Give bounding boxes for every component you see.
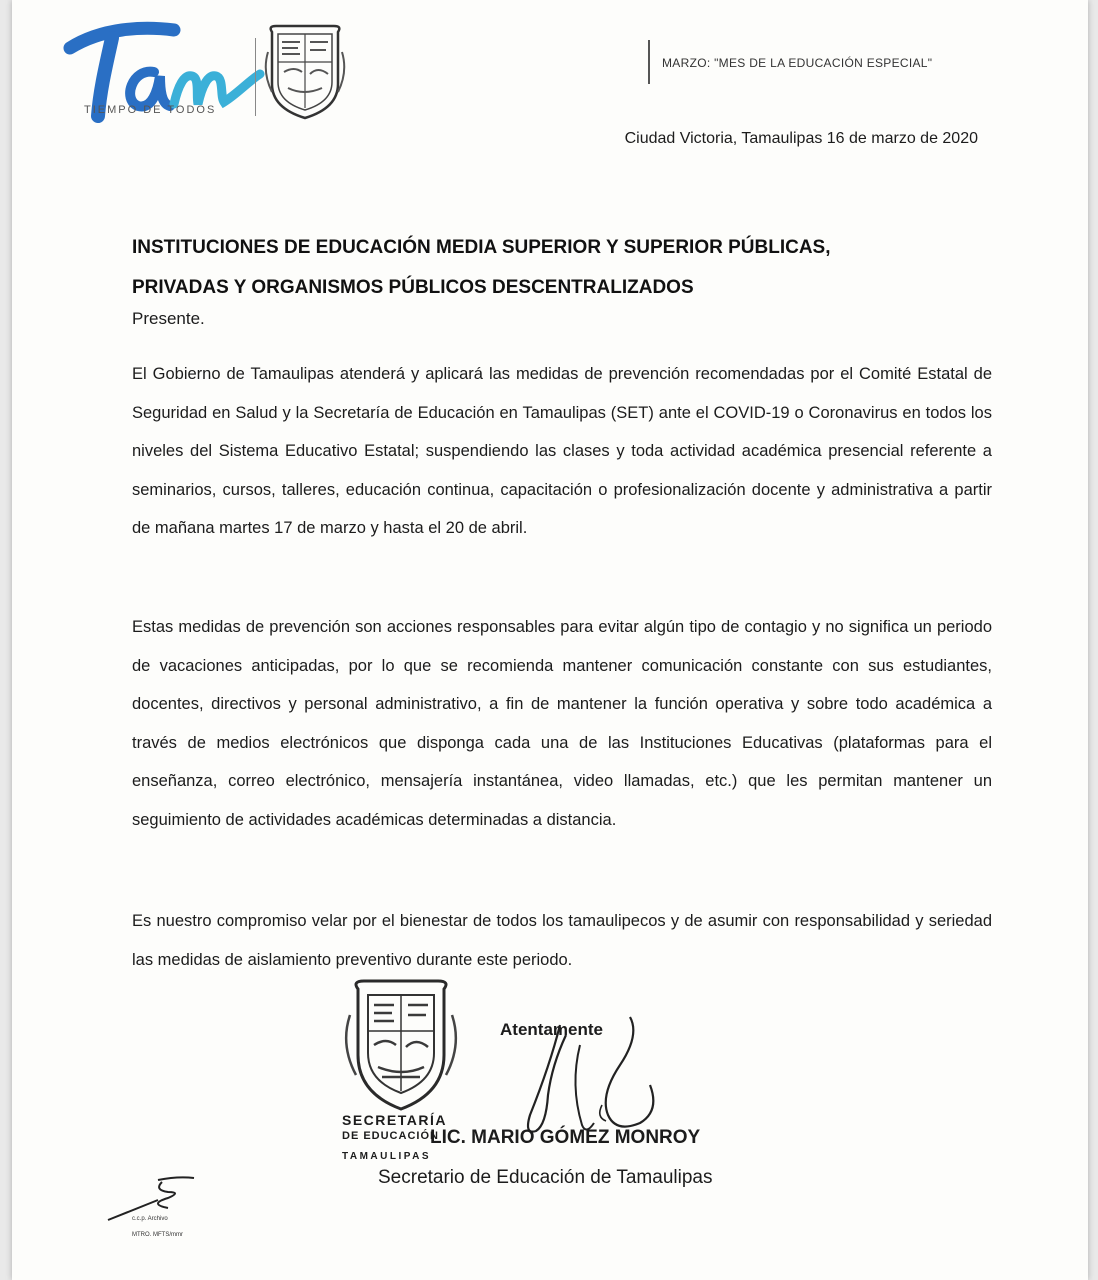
addressee <box>132 228 1002 308</box>
seal-text-line-2: DE EDUCACIÓN <box>342 1130 439 1142</box>
place-and-date: Ciudad Victoria, Tamaulipas 16 de marzo de 2020 <box>624 130 978 147</box>
cc-line-2: MTRO. MFTS/mmr <box>132 1232 183 1238</box>
monthly-motto: MARZO: "MES DE LA EDUCACIÓN ESPECIAL" <box>662 56 933 70</box>
header-divider <box>648 40 650 84</box>
salutation: Presente. <box>132 309 205 328</box>
body-paragraph-1: El Gobierno de Tamaulipas atenderá y aplicará las medidas de prevención recomendadas por el Comité Estatal de Seguridad en Salud y la Secretaría de Educación en Tamaulipas (SET) ante el COVID-19 o Coronavirus en todos los niveles del Sistema Educativo Estatal; suspendiendo las clases y toda actividad académica presencial referente a seminarios, cursos, talleres, educación continua, capacitación o profesionalización docente y administrativa a partir de mañana martes 17 de marzo y hasta el 20 de abril. <box>132 365 992 537</box>
body-paragraph-3: Es nuestro compromiso velar por el bienestar de todos los tamaulipecos y de asumir con responsabilidad y seriedad las medidas de aislamiento preventivo durante este periodo. <box>132 912 992 969</box>
signer-name: LIC. MARIO GÓMEZ MONROY <box>430 1127 701 1148</box>
addressee-line-2: PRIVADAS Y ORGANISMOS PÚBLICOS DESCENTRALIZADOS <box>132 277 694 298</box>
cc-line-1: c.c.p. Archivo <box>132 1216 168 1222</box>
logo-tagline: TIEMPO DE TODOS <box>84 104 217 116</box>
body-paragraph-2: Estas medidas de prevención son acciones responsables para evitar algún tipo de contagio y no significa un periodo de vacaciones anticipadas, por lo que se recomienda mantener comunicación constante con sus estudiantes, docentes, directivos y personal administrativo, a fin de mantener la función operativa y sobre todo académica a través de medios electrónicos que disponga cada una de las Instituciones Educativas (plataformas para el enseñanza, correo electrónico, mensajería instantánea, video llamadas, etc.) que les permitan mantener un seguimiento de actividades académicas determinadas a distancia. <box>132 618 992 829</box>
handwritten-initials <box>98 1172 218 1232</box>
seal-text-line-1: SECRETARÍA <box>342 1112 447 1128</box>
addressee-line-1: INSTITUCIONES DE EDUCACIÓN MEDIA SUPERIOR Y SUPERIOR PÚBLICAS, <box>132 237 831 258</box>
official-seal-stamp-icon <box>338 975 464 1115</box>
state-crest-icon <box>264 22 346 122</box>
closing: Atentamente <box>500 1020 603 1039</box>
seal-text-line-3: TAMAULIPAS <box>342 1151 432 1162</box>
logo-divider <box>255 38 256 116</box>
signer-title: Secretario de Educación de Tamaulipas <box>378 1167 713 1188</box>
letter-page <box>12 0 1088 1280</box>
